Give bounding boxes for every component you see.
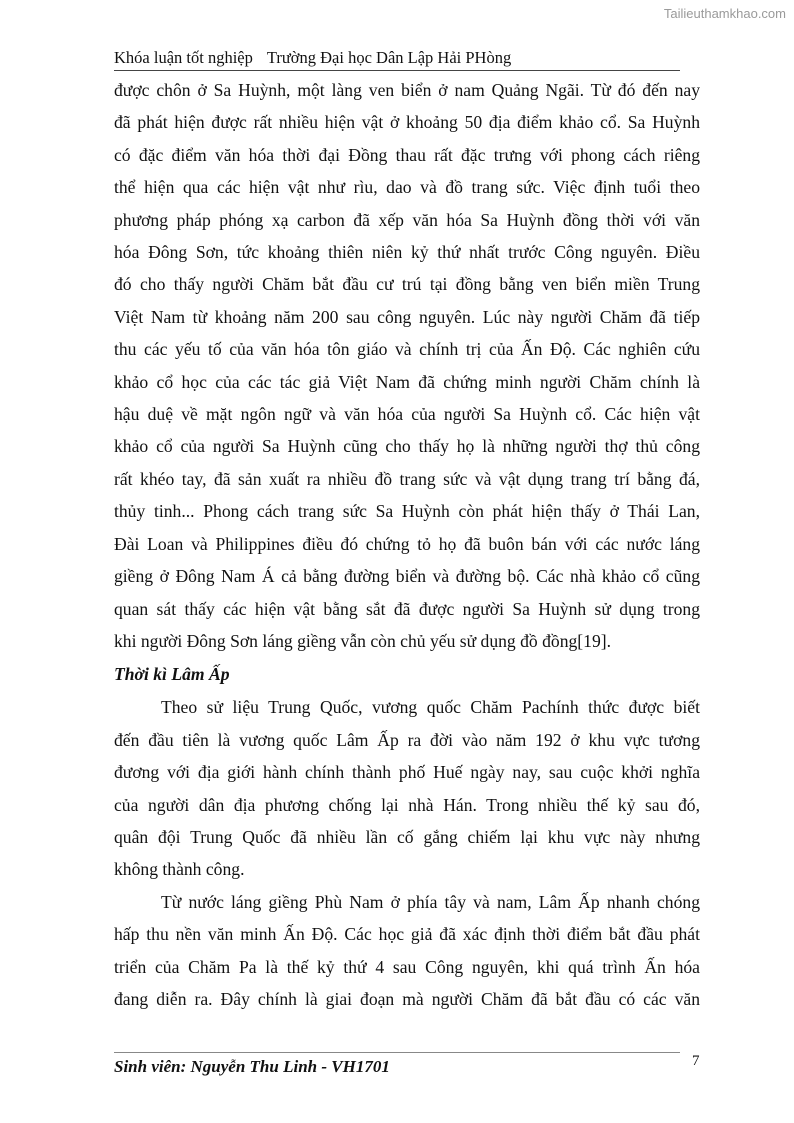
text-line: khảo cổ học của các tác giả Việt Nam đã chứng minh người Chăm chính là xyxy=(114,371,700,392)
footer-divider xyxy=(114,1052,680,1053)
page-header xyxy=(114,48,511,68)
section-heading: Thời kì Lâm Ấp xyxy=(114,664,230,685)
text-line: triển của Chăm Pa là thế kỷ thứ 4 sau Công nguyên, khi quá trình Ấn hóa xyxy=(114,956,700,977)
page-number: 7 xyxy=(692,1053,700,1069)
text-line: thể hiện qua các hiện vật như rìu, dao và đồ trang sức. Việc định tuổi theo xyxy=(114,177,700,198)
text-line: khi người Đông Sơn láng giềng vẫn còn chủ yếu sử dụng đồ đồng[19]. xyxy=(114,630,612,651)
text-line: đang diễn ra. Đây chính là giai đoạn mà người Chăm đã bắt đầu có các văn xyxy=(114,988,700,1009)
text-line: phương pháp phóng xạ carbon đã xếp văn hóa Sa Huỳnh đồng thời với văn xyxy=(114,209,700,230)
text-line: Từ nước láng giềng Phù Nam ở phía tây và nam, Lâm Ấp nhanh chóng xyxy=(161,891,700,912)
watermark: Tailieuthamkhao.com xyxy=(663,6,786,21)
text-line: quân đội Trung Quốc đã nhiều lần cố gắng chiếm lại khu vực này nhưng xyxy=(114,826,700,847)
text-line: Việt Nam từ khoảng năm 200 sau công nguyên. Lúc này người Chăm đã tiếp xyxy=(114,306,700,327)
text-line: hậu duệ về mặt ngôn ngữ và văn hóa của người Sa Huỳnh cổ. Các hiện vật xyxy=(114,404,700,425)
text-line: thủy tinh... Phong cách trang sức Sa Huỳnh còn phát hiện thấy ở Thái Lan, xyxy=(114,501,700,522)
header-divider xyxy=(114,70,680,71)
text-line: Đài Loan và Philippines điều đó chứng tỏ họ đã buôn bán với các nước láng xyxy=(114,533,700,554)
paragraph-indianization xyxy=(114,886,700,1016)
text-line: Theo sử liệu Trung Quốc, vương quốc Chăm Pachính thức được biết xyxy=(161,697,700,718)
footer-author: Sinh viên: Nguyễn Thu Linh - VH1701 xyxy=(114,1057,390,1076)
header-thesis-label: Khóa luận tốt nghiệp xyxy=(114,48,253,67)
paragraph-lam-ap-origin xyxy=(114,691,700,885)
paragraph-sa-huynh xyxy=(114,74,700,657)
text-line: giềng ở Đông Nam Á cả bằng đường biển và đường bộ. Các nhà khảo cổ cũng xyxy=(114,566,700,587)
text-line: hóa Đông Sơn, tức khoảng thiên niên kỷ thứ nhất trước Công nguyên. Điều xyxy=(114,242,700,263)
text-line: rất khéo tay, đã sản xuất ra nhiều đồ trang sức và vật dụng trang trí bằng đá, xyxy=(114,468,700,489)
text-line: không thành công. xyxy=(114,859,245,880)
text-line: đương với địa giới hành chính thành phố Huế ngày nay, sau cuộc khởi nghĩa xyxy=(114,762,700,783)
text-line: thu các yếu tố của văn hóa tôn giáo và chính trị của Ấn Độ. Các nghiên cứu xyxy=(114,339,700,360)
text-line: của người dân địa phương chống lại nhà Hán. Trong nhiều thế kỷ sau đó, xyxy=(114,794,700,815)
header-university: Trường Đại học Dân Lập Hải PHòng xyxy=(266,48,512,67)
text-line: hấp thu nền văn minh Ấn Độ. Các học giả đã xác định thời điểm bắt đầu phát xyxy=(114,924,700,945)
text-line: đã phát hiện được rất nhiều hiện vật ở khoảng 50 địa điểm khảo cổ. Sa Huỳnh xyxy=(114,112,700,133)
text-line: khảo cổ của người Sa Huỳnh cũng cho thấy họ là những người thợ thủ công xyxy=(114,436,700,457)
text-line: được chôn ở Sa Huỳnh, một làng ven biển ở nam Quảng Ngãi. Từ đó đến nay xyxy=(114,80,700,100)
text-line: quan sát thấy các hiện vật bằng sắt đã được người Sa Huỳnh sử dụng trong xyxy=(114,598,700,619)
text-line: đó cho thấy người Chăm bắt đầu cư trú tại đồng bằng ven biển miền Trung xyxy=(114,274,700,295)
text-line: có đặc điểm văn hóa thời đại Đồng thau rất đặc trưng với phong cách riêng xyxy=(114,144,700,165)
text-line: đến đầu tiên là vương quốc Lâm Ấp ra đời vào năm 192 ở khu vực tương xyxy=(114,729,700,750)
page-body xyxy=(114,74,700,1015)
